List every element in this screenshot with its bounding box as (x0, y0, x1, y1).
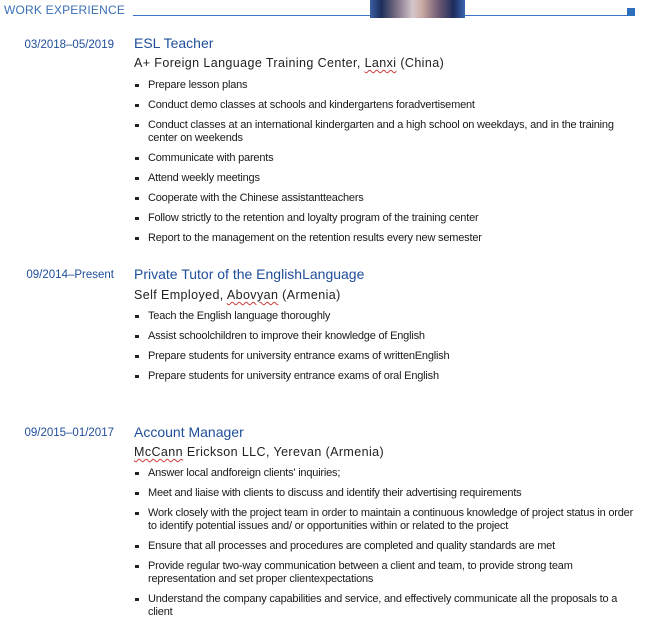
list-item-text: Report to the management on the retention results every new semester (148, 232, 482, 244)
list-item (134, 119, 634, 145)
section-header (0, 0, 671, 22)
entry-job-title: Account Manager (134, 424, 244, 440)
entry-job-title: Private Tutor of the EnglishLanguage (134, 266, 365, 282)
list-item (134, 152, 634, 165)
org-suffix: (Armenia) (278, 288, 341, 302)
entry-bullet-list (134, 310, 634, 390)
list-item-text: Conduct classes at an international kindergarten and a high school on weekdays, and in the training center on weekends (148, 119, 614, 144)
org-spellcheck-word: McCann (134, 445, 183, 459)
rule-end-square (627, 8, 635, 16)
bullet-icon (135, 545, 139, 548)
list-item-text: Prepare students for university entrance exams of oral English (148, 370, 439, 382)
list-item (134, 467, 634, 480)
bullet-icon (135, 598, 139, 601)
entry-organization (134, 56, 444, 70)
list-item (134, 560, 634, 586)
list-item-text: Conduct demo classes at schools and kindergartens foradvertisement (148, 99, 475, 111)
list-item (134, 310, 634, 323)
bullet-icon (135, 177, 139, 180)
list-item (134, 507, 634, 533)
list-item (134, 172, 634, 185)
org-suffix: Erickson LLC, Yerevan (Armenia) (182, 445, 385, 459)
list-item-text: Teach the English language thoroughly (148, 310, 331, 322)
list-item (134, 232, 634, 245)
org-suffix: (China) (396, 56, 445, 70)
entry-bullet-list (134, 79, 634, 252)
section-title: WORK EXPERIENCE (4, 3, 126, 17)
entry-organization (134, 445, 384, 459)
entry-bullet-list (134, 467, 634, 626)
list-item-text: Provide regular two-way communication between a client and team, to provide strong team representation and set proper clientexpectations (148, 560, 573, 585)
list-item (134, 330, 634, 343)
list-item (134, 350, 634, 363)
bullet-icon (135, 565, 139, 568)
bullet-icon (135, 472, 139, 475)
bullet-icon (135, 237, 139, 240)
org-prefix: Self Employed, (134, 288, 227, 302)
entry-job-title: ESL Teacher (134, 35, 214, 51)
list-item-text: Assist schoolchildren to improve their knowledge of English (148, 330, 425, 342)
bullet-icon (135, 84, 139, 87)
entry-date: 09/2014–Present (26, 269, 114, 281)
bullet-icon (135, 355, 139, 358)
list-item (134, 540, 634, 553)
bullet-icon (135, 492, 139, 495)
bullet-icon (135, 104, 139, 107)
list-item (134, 487, 634, 500)
bullet-icon (135, 124, 139, 127)
list-item-text: Work closely with the project team in order to maintain a continuous knowledge of project status in order to identify potential issues and/ or opportunities within or related to the project (148, 507, 634, 532)
list-item (134, 192, 634, 205)
list-item-text: Meet and liaise with clients to discuss and identify their advertising requirements (148, 487, 522, 499)
list-item-text: Follow strictly to the retention and loyalty program of the training center (148, 212, 479, 224)
list-item (134, 99, 634, 112)
list-item (134, 79, 634, 92)
list-item-text: Cooperate with the Chinese assistantteachers (148, 192, 364, 204)
list-item-text: Understand the company capabilities and service, and effectively communicate all the proposals to a client (148, 593, 618, 618)
entry-date: 03/2018–05/2019 (24, 39, 114, 51)
bullet-icon (135, 375, 139, 378)
list-item (134, 370, 634, 383)
bullet-icon (135, 512, 139, 515)
bullet-icon (135, 315, 139, 318)
org-spellcheck-word: Abovyan (226, 288, 279, 302)
list-item-text: Ensure that all processes and procedures are completed and quality standards are met (148, 540, 555, 552)
bullet-icon (135, 217, 139, 220)
list-item (134, 593, 634, 619)
bullet-icon (135, 157, 139, 160)
list-item-text: Answer local andforeign clients' inquiries; (148, 467, 341, 479)
org-spellcheck-word: Lanxi (364, 56, 397, 70)
list-item-text: Prepare students for university entrance exams of writtenEnglish (148, 350, 450, 362)
list-item-text: Communicate with parents (148, 152, 274, 164)
entry-date: 09/2015–01/2017 (24, 427, 114, 439)
org-prefix: A+ Foreign Language Training Center, (134, 56, 365, 70)
profile-photo-crop (370, 0, 465, 18)
list-item-text: Prepare lesson plans (148, 79, 248, 91)
list-item-text: Attend weekly meetings (148, 172, 260, 184)
list-item (134, 212, 634, 225)
bullet-icon (135, 197, 139, 200)
entry-organization (134, 288, 341, 302)
bullet-icon (135, 335, 139, 338)
